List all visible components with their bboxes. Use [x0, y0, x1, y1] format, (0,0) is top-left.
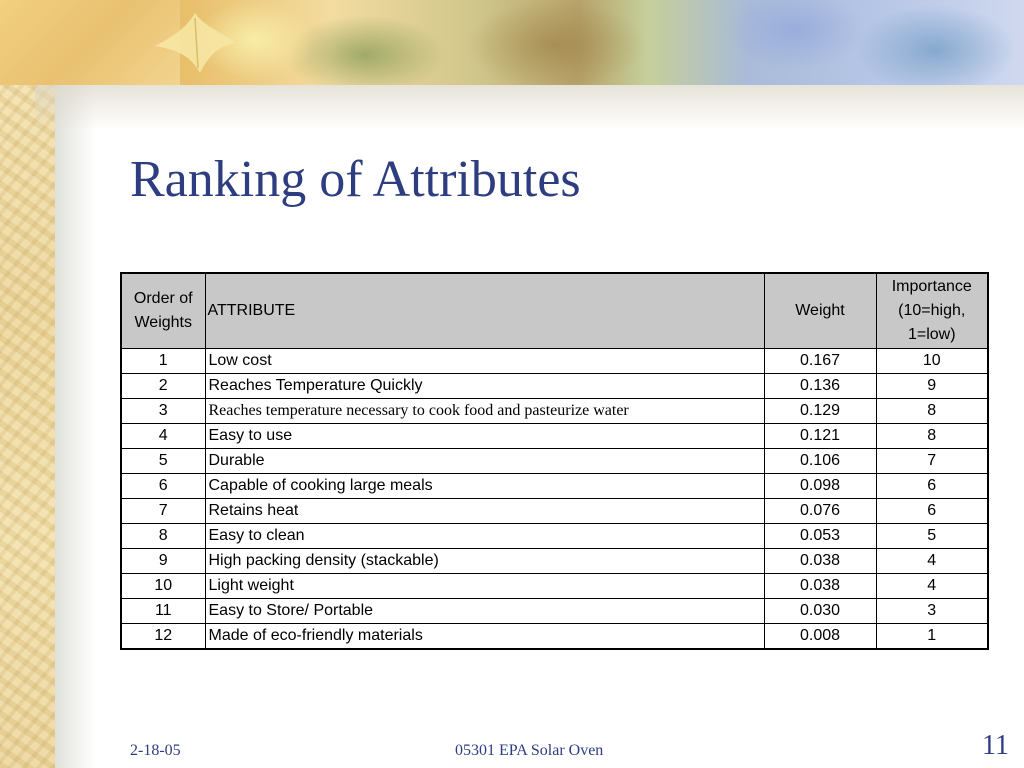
cell-importance: 4: [876, 574, 988, 599]
cell-attribute: Light weight: [205, 574, 764, 599]
header-attribute: ATTRIBUTE: [205, 273, 764, 349]
cell-attribute: Retains heat: [205, 499, 764, 524]
cell-attribute: Capable of cooking large meals: [205, 474, 764, 499]
cell-weight: 0.121: [764, 424, 876, 449]
top-banner-shadow: [35, 85, 1024, 130]
cell-attribute: Reaches Temperature Quickly: [205, 374, 764, 399]
table-row: [121, 549, 988, 574]
cell-importance: 6: [876, 499, 988, 524]
cell-order: 1: [121, 349, 205, 374]
cell-importance: 8: [876, 424, 988, 449]
table-row: [121, 624, 988, 650]
table-row: [121, 499, 988, 524]
cell-attribute: High packing density (stackable): [205, 549, 764, 574]
cell-attribute: Reaches temperature necessary to cook food and pasteurize water: [205, 399, 764, 424]
cell-importance: 7: [876, 449, 988, 474]
cell-order: 9: [121, 549, 205, 574]
cell-order: 5: [121, 449, 205, 474]
left-strip-shadow: [55, 80, 95, 768]
cell-weight: 0.076: [764, 499, 876, 524]
cell-order: 6: [121, 474, 205, 499]
header-order: Order of Weights: [121, 273, 205, 349]
table-row: [121, 449, 988, 474]
cell-order: 12: [121, 624, 205, 650]
cell-importance: 8: [876, 399, 988, 424]
cell-importance: 9: [876, 374, 988, 399]
cell-importance: 3: [876, 599, 988, 624]
cell-attribute: Made of eco-friendly materials: [205, 624, 764, 650]
cell-weight: 0.106: [764, 449, 876, 474]
cell-importance: 10: [876, 349, 988, 374]
cell-weight: 0.038: [764, 549, 876, 574]
cell-importance: 1: [876, 624, 988, 650]
cell-importance: 6: [876, 474, 988, 499]
cell-weight: 0.136: [764, 374, 876, 399]
table-row: [121, 399, 988, 424]
cell-attribute: Durable: [205, 449, 764, 474]
cell-importance: 4: [876, 549, 988, 574]
cell-attribute: Easy to use: [205, 424, 764, 449]
cell-order: 4: [121, 424, 205, 449]
footer-date: 2-18-05: [130, 742, 181, 759]
cell-order: 3: [121, 399, 205, 424]
table-row: [121, 374, 988, 399]
cell-order: 10: [121, 574, 205, 599]
cell-weight: 0.167: [764, 349, 876, 374]
cell-order: 8: [121, 524, 205, 549]
header-weight: Weight: [764, 273, 876, 349]
cell-weight: 0.129: [764, 399, 876, 424]
table-row: [121, 524, 988, 549]
table-row: [121, 349, 988, 374]
cell-weight: 0.038: [764, 574, 876, 599]
cell-weight: 0.008: [764, 624, 876, 650]
slide-title: Ranking of Attributes: [130, 151, 581, 208]
table-row: [121, 574, 988, 599]
cell-importance: 5: [876, 524, 988, 549]
table-header-row: [121, 273, 988, 349]
cell-order: 2: [121, 374, 205, 399]
cell-attribute: Easy to Store/ Portable: [205, 599, 764, 624]
cell-attribute: Easy to clean: [205, 524, 764, 549]
table-row: [121, 599, 988, 624]
cell-attribute: Low cost: [205, 349, 764, 374]
page-number: 11: [982, 730, 1009, 761]
header-importance: Importance (10=high, 1=low): [876, 273, 988, 349]
cell-order: 7: [121, 499, 205, 524]
cell-weight: 0.053: [764, 524, 876, 549]
cell-weight: 0.098: [764, 474, 876, 499]
cell-order: 11: [121, 599, 205, 624]
table-row: [121, 474, 988, 499]
cell-weight: 0.030: [764, 599, 876, 624]
leaf-icon: [150, 8, 240, 78]
attributes-table: [120, 272, 989, 650]
table-row: [121, 424, 988, 449]
footer-title: 05301 EPA Solar Oven: [455, 742, 604, 759]
